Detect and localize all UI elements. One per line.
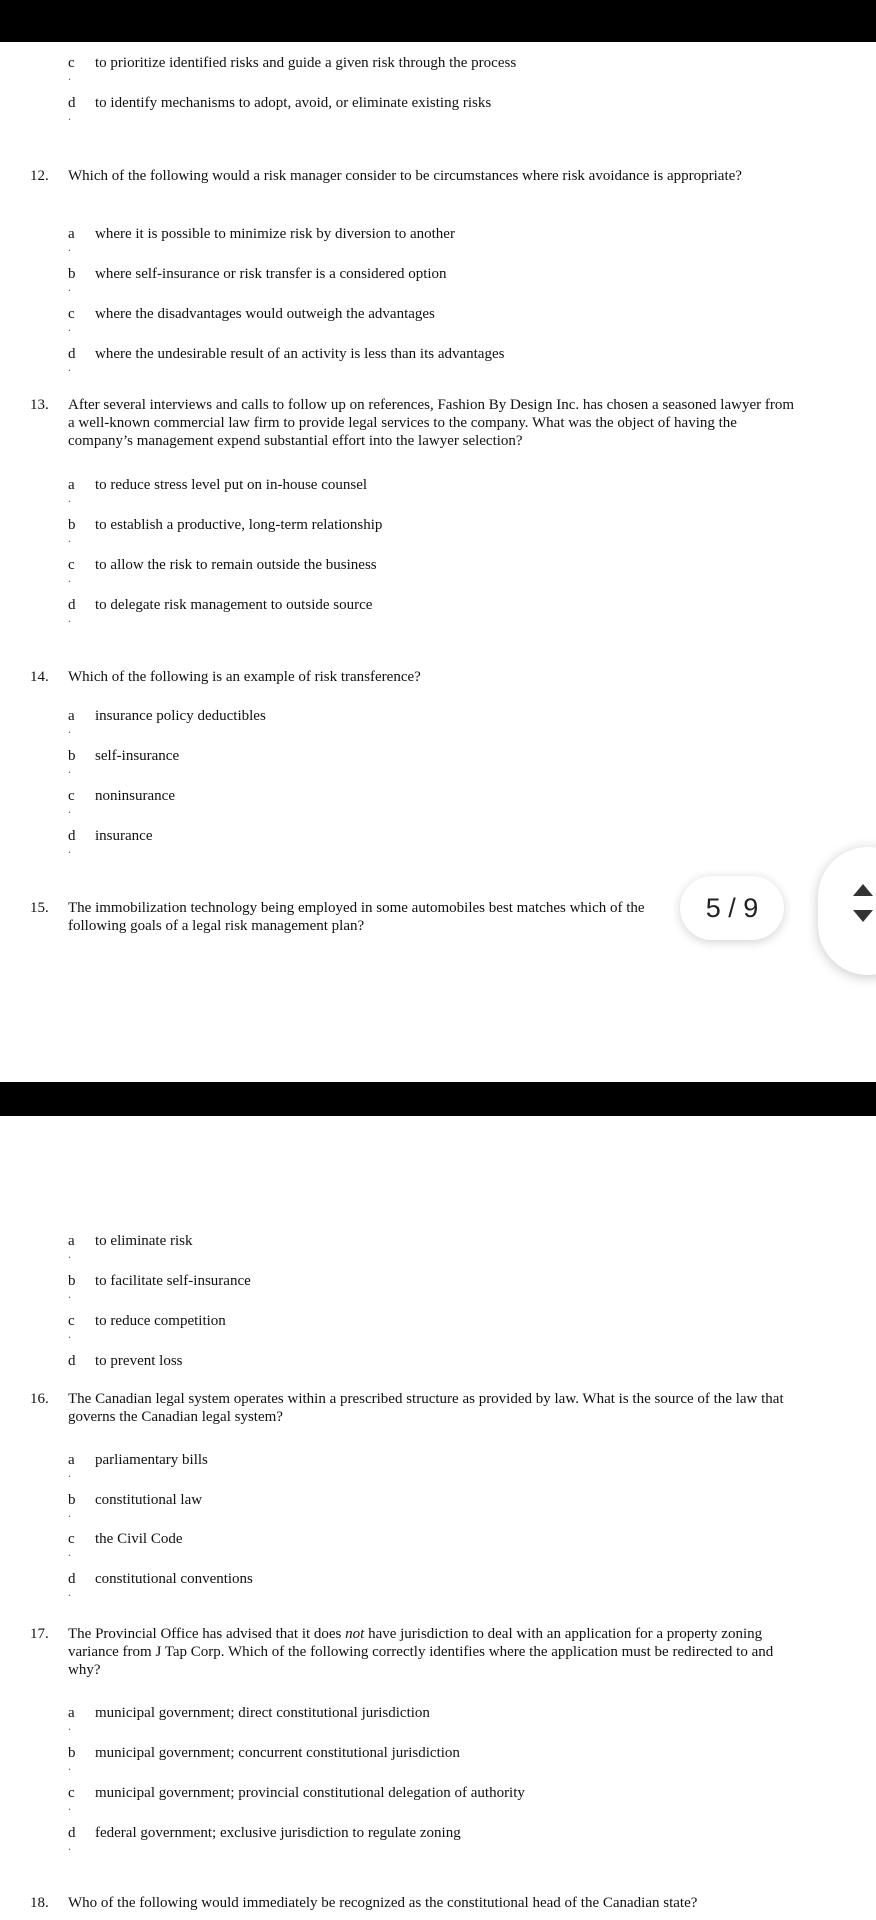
option-14a[interactable] bbox=[0, 707, 800, 747]
option-16c[interactable] bbox=[0, 1530, 800, 1570]
option-text: insurance bbox=[95, 828, 153, 844]
option-text: to facilitate self-insurance bbox=[95, 1273, 251, 1289]
option-17d[interactable] bbox=[0, 1824, 800, 1864]
option-letter: b bbox=[68, 1745, 76, 1761]
option-letter: b bbox=[68, 748, 76, 764]
option-dot: . bbox=[68, 611, 71, 625]
question-text: Who of the following would immediately be recognized as the constitutional head of the Canadian state? bbox=[68, 1895, 698, 1911]
question-text: Which of the following would a risk manager consider to be circumstances where risk avoidance is appropriate? bbox=[68, 168, 742, 184]
option-dot: . bbox=[68, 1839, 71, 1853]
option-dot: . bbox=[68, 1585, 71, 1599]
option-dot: . bbox=[68, 762, 71, 776]
option-letter: d bbox=[68, 346, 76, 362]
option-text: where self-insurance or risk transfer is a considered option bbox=[95, 266, 447, 282]
option-text: municipal government; direct constitutional jurisdiction bbox=[95, 1705, 430, 1721]
option-dot: . bbox=[68, 571, 71, 585]
option-dot: . bbox=[68, 1719, 71, 1733]
option-letter: b bbox=[68, 1492, 76, 1508]
option-dot: . bbox=[68, 1506, 71, 1520]
question-text: Which of the following is an example of risk transference? bbox=[68, 669, 421, 685]
option-dot: . bbox=[68, 320, 71, 334]
option-text: to prioritize identified risks and guide a given risk through the process bbox=[95, 55, 517, 71]
option-13d[interactable] bbox=[0, 596, 800, 636]
option-dot: . bbox=[68, 69, 71, 83]
option-12b[interactable] bbox=[0, 265, 800, 305]
option-text: to eliminate risk bbox=[95, 1233, 193, 1249]
scroll-up-icon[interactable] bbox=[852, 883, 874, 902]
option-letter: a bbox=[68, 1233, 75, 1249]
question-text: After several interviews and calls to follow up on references, Fashion By Design Inc. has chosen a seasoned lawyer from a well-known commercial law firm to provide legal services to the company. What was the object of having the company’s management expend substantial effort into the lawyer selection? bbox=[68, 397, 795, 449]
option-letter: d bbox=[68, 828, 76, 844]
question-number: 18. bbox=[30, 1895, 49, 1911]
option-letter: a bbox=[68, 1452, 75, 1468]
option-text: to reduce competition bbox=[95, 1313, 226, 1329]
option-text: constitutional law bbox=[95, 1492, 203, 1508]
option-letter: c bbox=[68, 55, 75, 71]
option-text: noninsurance bbox=[95, 788, 175, 804]
option-16a[interactable] bbox=[0, 1451, 800, 1491]
option-11d[interactable] bbox=[0, 94, 800, 134]
option-text: parliamentary bills bbox=[95, 1452, 208, 1468]
option-letter: c bbox=[68, 788, 75, 804]
option-text: to establish a productive, long-term relationship bbox=[95, 517, 383, 533]
option-dot: . bbox=[68, 531, 71, 545]
option-text: where it is possible to minimize risk by diversion to another bbox=[95, 226, 455, 242]
option-15a[interactable] bbox=[0, 1232, 800, 1272]
question-text: The immobilization technology being employed in some automobiles best matches which of the following goals of a legal risk management plan? bbox=[68, 900, 645, 934]
option-13b[interactable] bbox=[0, 516, 800, 556]
option-text: to reduce stress level put on in-house counsel bbox=[95, 477, 368, 493]
option-dot: . bbox=[68, 1247, 71, 1261]
option-text: the Civil Code bbox=[95, 1531, 183, 1547]
option-letter: d bbox=[68, 95, 76, 111]
option-text: where the disadvantages would outweigh the advantages bbox=[95, 306, 435, 322]
option-letter: a bbox=[68, 708, 75, 724]
option-15c[interactable] bbox=[0, 1312, 800, 1352]
option-letter: d bbox=[68, 597, 76, 613]
option-17a[interactable] bbox=[0, 1704, 800, 1744]
option-13c[interactable] bbox=[0, 556, 800, 596]
option-dot: . bbox=[68, 1327, 71, 1341]
option-14b[interactable] bbox=[0, 747, 800, 787]
option-dot: . bbox=[68, 1759, 71, 1773]
option-12c[interactable] bbox=[0, 305, 800, 345]
option-17c[interactable] bbox=[0, 1784, 800, 1824]
option-letter: c bbox=[68, 306, 75, 322]
option-dot: . bbox=[68, 1466, 71, 1480]
option-12a[interactable] bbox=[0, 225, 800, 265]
option-letter: c bbox=[68, 1785, 75, 1801]
option-letter: c bbox=[68, 557, 75, 573]
question-text-part: The Provincial Office has advised that it does bbox=[68, 1626, 346, 1642]
question-number: 13. bbox=[30, 397, 49, 413]
option-17b[interactable] bbox=[0, 1744, 800, 1784]
option-letter: b bbox=[68, 1273, 76, 1289]
option-dot: . bbox=[68, 802, 71, 816]
option-dot: . bbox=[68, 240, 71, 254]
page-break-bar bbox=[0, 1082, 876, 1116]
option-15b[interactable] bbox=[0, 1272, 800, 1312]
question-number: 14. bbox=[30, 669, 49, 685]
option-dot: . bbox=[68, 280, 71, 294]
option-letter: d bbox=[68, 1571, 76, 1587]
option-16b[interactable] bbox=[0, 1491, 800, 1531]
option-letter: a bbox=[68, 226, 75, 242]
option-14d[interactable] bbox=[0, 827, 800, 867]
page-indicator: 5 / 9 bbox=[680, 876, 784, 940]
question-text-part: have jurisdiction to deal with an application for a property zoning variance from J Tap Corp. Which of the following correctly identifies where the application must be redirected to and why? bbox=[68, 1626, 774, 1678]
option-text: to prevent loss bbox=[95, 1353, 183, 1369]
option-dot: . bbox=[68, 491, 71, 505]
option-letter: a bbox=[68, 477, 75, 493]
top-black-bar bbox=[0, 0, 876, 42]
question-number: 12. bbox=[30, 168, 49, 184]
option-text: federal government; exclusive jurisdiction to regulate zoning bbox=[95, 1825, 461, 1841]
option-text: municipal government; provincial constitutional delegation of authority bbox=[95, 1785, 525, 1801]
option-text: municipal government; concurrent constitutional jurisdiction bbox=[95, 1745, 460, 1761]
option-dot: . bbox=[68, 1545, 71, 1559]
option-letter: d bbox=[68, 1825, 76, 1841]
question-text bbox=[68, 1625, 798, 1679]
option-13a[interactable] bbox=[0, 476, 800, 516]
option-dot: . bbox=[68, 842, 71, 856]
option-text: insurance policy deductibles bbox=[95, 708, 266, 724]
question-number: 17. bbox=[30, 1626, 49, 1642]
option-dot: . bbox=[68, 722, 71, 736]
scroll-down-icon[interactable] bbox=[852, 909, 874, 928]
option-14c[interactable] bbox=[0, 787, 800, 827]
option-text: where the undesirable result of an activity is less than its advantages bbox=[95, 346, 505, 362]
option-11c[interactable] bbox=[0, 54, 800, 94]
option-text: to delegate risk management to outside source bbox=[95, 597, 373, 613]
option-dot: . bbox=[68, 1287, 71, 1301]
option-dot: . bbox=[68, 360, 71, 374]
scroll-control[interactable] bbox=[818, 847, 876, 975]
question-text-emphasis: not bbox=[345, 1626, 365, 1642]
question-number: 16. bbox=[30, 1391, 49, 1407]
question-number: 15. bbox=[30, 900, 49, 916]
question-text: The Canadian legal system operates within a prescribed structure as provided by law. What is the source of the law that governs the Canadian legal system? bbox=[68, 1391, 784, 1425]
option-dot: . bbox=[68, 109, 71, 123]
option-text: constitutional conventions bbox=[95, 1571, 253, 1587]
option-12d[interactable] bbox=[0, 345, 800, 385]
option-letter: c bbox=[68, 1531, 75, 1547]
option-dot: . bbox=[68, 1799, 71, 1813]
option-text: self-insurance bbox=[95, 748, 180, 764]
option-text: to identify mechanisms to adopt, avoid, or eliminate existing risks bbox=[95, 95, 492, 111]
option-letter: b bbox=[68, 266, 76, 282]
option-letter: c bbox=[68, 1313, 75, 1329]
option-text: to allow the risk to remain outside the business bbox=[95, 557, 377, 573]
option-letter: b bbox=[68, 517, 76, 533]
option-16d[interactable] bbox=[0, 1570, 800, 1610]
option-15d[interactable] bbox=[0, 1352, 800, 1392]
option-letter: a bbox=[68, 1705, 75, 1721]
option-letter: d bbox=[68, 1353, 76, 1369]
